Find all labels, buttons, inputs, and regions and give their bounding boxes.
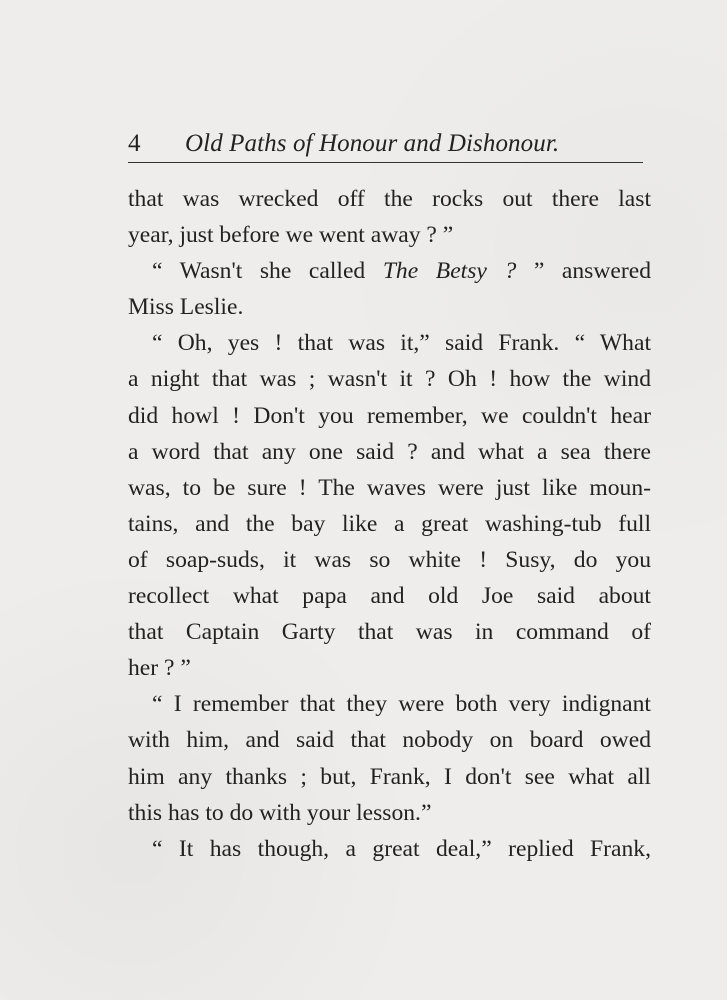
text-line-18: this has to do with your lesson.” xyxy=(128,799,432,826)
text-line-9: was, to be sure ! The waves were just like moun- xyxy=(128,474,651,501)
quote-end-text: ” answered xyxy=(533,258,652,285)
running-title: Old Paths of Honour and Dishonour. xyxy=(185,130,560,157)
text-line-15: “ I remember that they were both very indignant xyxy=(152,691,651,718)
text-line-13: that Captain Garty that was in command of xyxy=(128,619,651,646)
text-line-3 xyxy=(128,253,651,289)
quote-start-text: “ Wasn't she called xyxy=(152,258,366,285)
text-line-12: recollect what papa and old Joe said about xyxy=(128,583,651,610)
text-line-6: a night that was ; wasn't it ? Oh ! how the wind xyxy=(128,366,651,393)
text-line-2: year, just before we went away ? ” xyxy=(128,222,454,249)
text-line-16: with him, and said that nobody on board owed xyxy=(128,727,651,754)
text-line-5: “ Oh, yes ! that was it,” said Frank. “ What xyxy=(152,330,651,357)
page-number: 4 xyxy=(128,130,141,157)
text-line-1: that was wrecked off the rocks out there last xyxy=(128,186,651,212)
ship-name: The Betsy ? xyxy=(382,258,517,285)
text-line-14: her ? ” xyxy=(128,655,191,682)
text-line-7: did howl ! Don't you remember, we couldn't hear xyxy=(128,402,651,429)
text-line-19: “ It has though, a great deal,” replied Frank, xyxy=(152,835,651,862)
text-line-8: a word that any one said ? and what a sea there xyxy=(128,438,651,465)
text-line-4: Miss Leslie. xyxy=(128,294,244,321)
text-line-17: him any thanks ; but, Frank, I don't see what all xyxy=(128,763,651,790)
text-line-11: of soap-suds, it was so white ! Susy, do you xyxy=(128,546,651,573)
page-header xyxy=(128,128,643,163)
text-line-10: tains, and the bay like a great washing-tub full xyxy=(128,510,651,537)
body-text xyxy=(128,181,651,867)
